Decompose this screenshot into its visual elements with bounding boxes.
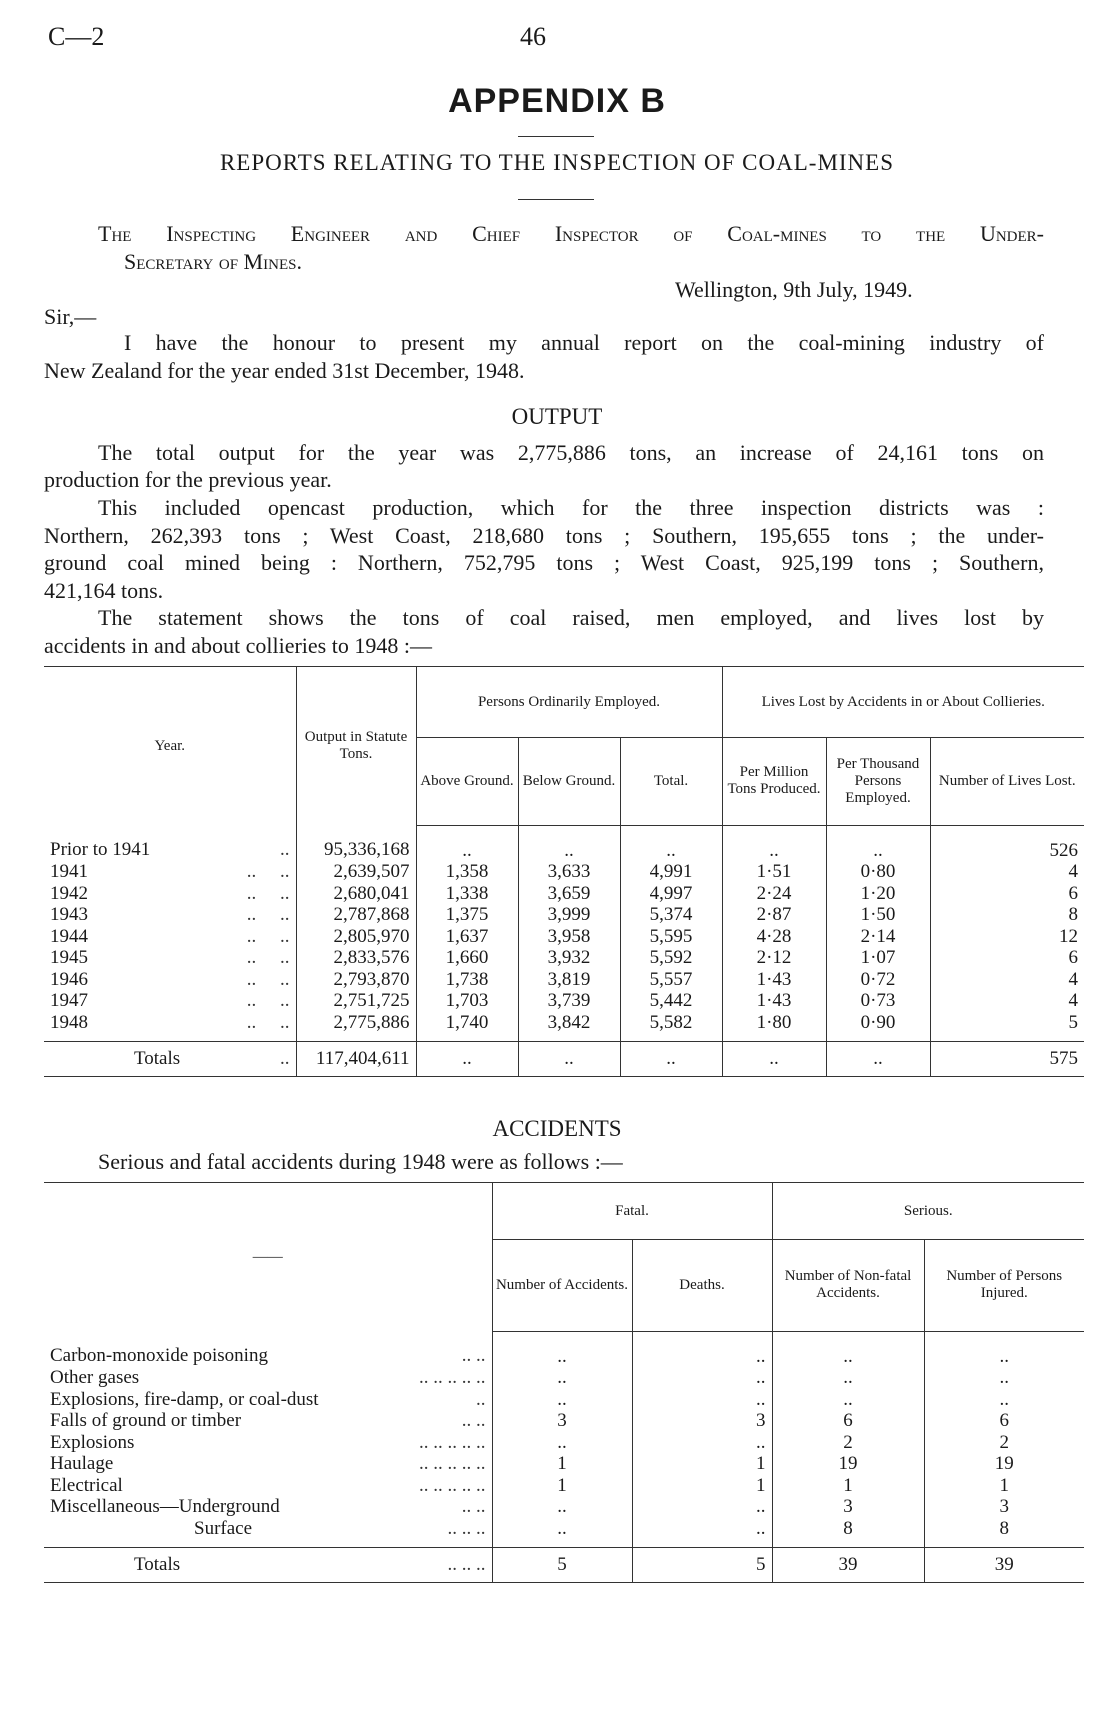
year-cell: 1941	[50, 861, 88, 882]
header-non-fatal-accidents: Number of Non-fatal Accidents.	[772, 1240, 924, 1332]
totals-output: 117,404,611	[296, 1042, 416, 1077]
table-row	[44, 1432, 1084, 1454]
fatal-accidents-cell: 3	[492, 1410, 632, 1432]
totals-above: ..	[416, 1042, 518, 1077]
per-million-cell: 2·24	[722, 883, 826, 905]
deaths-cell: 1	[632, 1475, 772, 1497]
per-million-cell: ..	[722, 825, 826, 861]
table-row	[44, 1496, 1084, 1518]
table-row	[44, 1410, 1084, 1432]
injured-cell: 2	[999, 1431, 1009, 1453]
output-heading: OUTPUT	[511, 404, 603, 429]
fatal-accidents-cell: ..	[492, 1518, 632, 1548]
cause-cell: Carbon-monoxide poisoning	[50, 1345, 268, 1367]
fatal-accidents-cell: ..	[492, 1389, 632, 1411]
table-row	[44, 861, 1084, 883]
per-million-cell: 2·12	[722, 947, 826, 969]
dot-leader: .. ..	[461, 1410, 486, 1431]
page-subtitle: REPORTS RELATING TO THE INSPECTION OF COAL-MINES	[219, 150, 895, 175]
non-fatal-cell: ..	[772, 1331, 924, 1367]
dot-leader: .. .. .. .. ..	[419, 1431, 486, 1453]
year-cell: 1947	[50, 990, 88, 1011]
header-per-million: Per Million Tons Produced.	[722, 738, 826, 826]
totals-below: ..	[518, 1042, 620, 1077]
output-cell: 95,336,168	[296, 825, 416, 861]
fatal-accidents-cell: ..	[492, 1496, 632, 1518]
header-fatal-group: Fatal.	[492, 1183, 772, 1240]
dot-leader: ..	[476, 1388, 486, 1410]
cause-cell: Electrical	[50, 1474, 123, 1496]
lives-cell: 526	[1049, 839, 1078, 861]
cause-cell: Falls of ground or timber	[50, 1410, 242, 1431]
output-cell: 2,639,507	[296, 861, 416, 883]
table-row	[44, 1367, 1084, 1389]
above-cell: 1,375	[416, 904, 518, 926]
cause-cell: Miscellaneous—Underground	[50, 1496, 280, 1517]
accidents-heading: ACCIDENTS	[492, 1116, 622, 1141]
table-row	[44, 1331, 1084, 1367]
totals-fatal-accidents: 5	[492, 1548, 632, 1583]
lives-cell: 5	[1068, 1011, 1078, 1033]
totals-injured: 39	[924, 1548, 1084, 1583]
output-p2-line-2: Northern, 262,393 tons ; West Coast, 218,680 tons ; Southern, 195,655 tons ; the under-	[44, 523, 1044, 548]
output-cell: 2,680,041	[296, 883, 416, 905]
above-cell: 1,740	[416, 1012, 518, 1042]
non-fatal-cell: 1	[772, 1475, 924, 1497]
non-fatal-cell: 3	[772, 1496, 924, 1518]
above-cell: 1,738	[416, 969, 518, 991]
fatal-accidents-cell: 1	[492, 1453, 632, 1475]
header-above-ground: Above Ground.	[416, 738, 518, 826]
output-cell: 2,805,970	[296, 926, 416, 948]
injured-cell: 3	[999, 1496, 1009, 1517]
header-number-of-accidents: Number of Accidents.	[492, 1240, 632, 1332]
year-cell: 1943	[50, 904, 88, 925]
output-cell: 2,787,868	[296, 904, 416, 926]
cause-cell: Explosions, fire-damp, or coal-dust	[50, 1388, 319, 1410]
table-row	[44, 1518, 1084, 1548]
totals-lives: 575	[930, 1042, 1084, 1077]
table-row	[44, 1012, 1084, 1042]
cause-cell: Explosions	[50, 1431, 135, 1453]
dot-leader: .. ..	[246, 925, 290, 947]
header-output: Output in Statute Tons.	[296, 667, 416, 826]
title-rule	[518, 136, 594, 137]
non-fatal-cell: 19	[772, 1453, 924, 1475]
address-line-1: The Inspecting Engineer and Chief Inspector of Coal-mines to the Under-	[98, 221, 1044, 246]
output-cell: 2,833,576	[296, 947, 416, 969]
non-fatal-cell: ..	[772, 1389, 924, 1411]
output-p3-line-1: The statement shows the tons of coal raised, men employed, and lives lost by	[98, 605, 1044, 630]
injured-cell: ..	[999, 1367, 1009, 1388]
per-thousand-cell: ..	[826, 825, 930, 861]
per-thousand-cell: 1·20	[826, 883, 930, 905]
header-serious-group: Serious.	[772, 1183, 1084, 1240]
section-code: C—2	[48, 22, 105, 51]
table-row	[44, 990, 1084, 1012]
below-cell: 3,932	[518, 947, 620, 969]
output-p2-line-4: 421,164 tons.	[44, 578, 164, 603]
deaths-cell: ..	[632, 1432, 772, 1454]
totals-non-fatal: 39	[772, 1548, 924, 1583]
intro-line-1: I have the honour to present my annual report on the coal-mining industry of	[124, 330, 1044, 355]
non-fatal-cell: 6	[772, 1410, 924, 1432]
dot-leader: .. ..	[246, 990, 290, 1011]
fatal-accidents-cell: ..	[492, 1331, 632, 1367]
output-p2-line-3: ground coal mined being : Northern, 752,795 tons ; West Coast, 925,199 tons ; Southern,	[44, 550, 1044, 575]
output-table-body	[44, 825, 1084, 1076]
deaths-cell: ..	[632, 1496, 772, 1518]
totals-row	[44, 1042, 1084, 1077]
dot-leader: .. .. ..	[447, 1554, 486, 1575]
table-row	[44, 926, 1084, 948]
table-row	[44, 1453, 1084, 1475]
per-thousand-cell: 0·90	[826, 1012, 930, 1042]
below-cell: 3,633	[518, 861, 620, 883]
per-thousand-cell: 0·73	[826, 990, 930, 1012]
below-cell: 3,958	[518, 926, 620, 948]
per-million-cell: 1·43	[722, 990, 826, 1012]
per-million-cell: 1·80	[722, 1012, 826, 1042]
table-row	[44, 825, 1084, 861]
totals-label: Totals	[134, 1048, 181, 1069]
total-cell: 5,595	[620, 926, 722, 948]
per-thousand-cell: 0·80	[826, 861, 930, 883]
year-cell: 1948	[50, 1011, 88, 1033]
totals-total: ..	[620, 1042, 722, 1077]
year-cell: 1942	[50, 882, 88, 904]
dateline: Wellington, 9th July, 1949.	[675, 277, 913, 302]
cause-cell: Other gases	[50, 1367, 140, 1388]
dot-leader: .. .. .. .. ..	[419, 1474, 486, 1496]
injured-cell: 8	[999, 1517, 1009, 1539]
per-thousand-cell: 0·72	[826, 969, 930, 991]
accidents-table-body	[44, 1331, 1084, 1582]
injured-cell: ..	[999, 1388, 1009, 1410]
dot-leader: ..	[280, 1048, 290, 1069]
lives-cell: 4	[1068, 968, 1078, 990]
total-cell: 5,374	[620, 904, 722, 926]
year-cell: 1944	[50, 925, 88, 947]
address-line-2: Secretary of Mines.	[124, 249, 302, 274]
page-number: 46	[520, 22, 546, 51]
dot-leader: .. ..	[246, 904, 290, 925]
total-cell: 4,991	[620, 861, 722, 883]
output-table	[44, 666, 1084, 1077]
accidents-table	[44, 1182, 1084, 1583]
injured-cell: 1	[999, 1474, 1009, 1496]
per-million-cell: 1·51	[722, 861, 826, 883]
above-cell: 1,358	[416, 861, 518, 883]
table-row	[44, 883, 1084, 905]
per-million-cell: 2·87	[722, 904, 826, 926]
lives-cell: 6	[1068, 947, 1078, 968]
header-number-lost: Number of Lives Lost.	[930, 738, 1084, 826]
totals-per-thousand: ..	[826, 1042, 930, 1077]
per-thousand-cell: 1·07	[826, 947, 930, 969]
lives-cell: 6	[1068, 882, 1078, 904]
dot-leader: .. .. ..	[447, 1517, 486, 1539]
table-row	[44, 1389, 1084, 1411]
non-fatal-cell: 8	[772, 1518, 924, 1548]
header-persons-group: Persons Ordinarily Employed.	[416, 667, 722, 738]
above-cell: 1,338	[416, 883, 518, 905]
table-row	[44, 904, 1084, 926]
table-row	[44, 947, 1084, 969]
lives-cell: 4	[1068, 861, 1078, 882]
total-cell: ..	[620, 825, 722, 861]
total-cell: 5,592	[620, 947, 722, 969]
deaths-cell: ..	[632, 1367, 772, 1389]
below-cell: ..	[518, 825, 620, 861]
below-cell: 3,842	[518, 1012, 620, 1042]
subtitle-rule	[518, 199, 594, 200]
year-cell: Prior to 1941	[50, 839, 151, 861]
lives-cell: 4	[1068, 990, 1078, 1011]
dot-leader: .. ..	[246, 947, 290, 968]
per-million-cell: 4·28	[722, 926, 826, 948]
per-million-cell: 1·43	[722, 969, 826, 991]
non-fatal-cell: ..	[772, 1367, 924, 1389]
above-cell: ..	[416, 825, 518, 861]
above-cell: 1,637	[416, 926, 518, 948]
totals-deaths: 5	[632, 1548, 772, 1583]
dot-leader: .. ..	[246, 861, 290, 882]
deaths-cell: 3	[632, 1410, 772, 1432]
below-cell: 3,819	[518, 969, 620, 991]
deaths-cell: 1	[632, 1453, 772, 1475]
salutation: Sir,—	[44, 304, 97, 329]
non-fatal-cell: 2	[772, 1432, 924, 1454]
total-cell: 4,997	[620, 883, 722, 905]
year-cell: 1945	[50, 947, 88, 968]
injured-cell: 19	[994, 1453, 1014, 1474]
header-deaths: Deaths.	[632, 1240, 772, 1332]
fatal-accidents-cell: ..	[492, 1432, 632, 1454]
totals-label: Totals	[134, 1554, 181, 1575]
header-blank: ——	[44, 1183, 492, 1332]
injured-cell: 6	[999, 1410, 1009, 1431]
intro-line-2: New Zealand for the year ended 31st December, 1948.	[44, 358, 525, 383]
fatal-accidents-cell: ..	[492, 1367, 632, 1389]
below-cell: 3,999	[518, 904, 620, 926]
above-cell: 1,660	[416, 947, 518, 969]
output-p2-line-1: This included opencast production, which for the three inspection districts was :	[98, 495, 1044, 520]
dot-leader: .. ..	[461, 1345, 486, 1367]
header-persons-injured: Number of Persons Injured.	[924, 1240, 1084, 1332]
total-cell: 5,557	[620, 969, 722, 991]
below-cell: 3,739	[518, 990, 620, 1012]
fatal-accidents-cell: 1	[492, 1475, 632, 1497]
output-cell: 2,775,886	[296, 1012, 416, 1042]
year-cell: 1946	[50, 968, 88, 990]
total-cell: 5,442	[620, 990, 722, 1012]
dot-leader: .. ..	[461, 1496, 486, 1517]
deaths-cell: ..	[632, 1331, 772, 1367]
output-p3-line-2: accidents in and about collieries to 1948 :—	[44, 633, 432, 658]
lives-cell: 8	[1068, 904, 1078, 925]
totals-per-million: ..	[722, 1042, 826, 1077]
header-per-thousand: Per Thousand Persons Employed.	[826, 738, 930, 826]
total-cell: 5,582	[620, 1012, 722, 1042]
below-cell: 3,659	[518, 883, 620, 905]
above-cell: 1,703	[416, 990, 518, 1012]
accidents-intro: Serious and fatal accidents during 1948 were as follows :—	[98, 1149, 623, 1174]
header-year: Year.	[44, 667, 296, 826]
deaths-cell: ..	[632, 1518, 772, 1548]
lives-cell: 12	[1059, 925, 1078, 947]
header-lives-group: Lives Lost by Accidents in or About Collieries.	[722, 667, 1084, 738]
dot-leader: ..	[280, 839, 290, 861]
per-thousand-cell: 2·14	[826, 926, 930, 948]
table-row	[44, 969, 1084, 991]
table-row	[44, 1475, 1084, 1497]
output-cell: 2,793,870	[296, 969, 416, 991]
output-p1-line-1: The total output for the year was 2,775,886 tons, an increase of 24,161 tons on	[98, 440, 1044, 465]
cause-cell: Haulage	[50, 1453, 114, 1474]
deaths-cell: ..	[632, 1389, 772, 1411]
dot-leader: .. ..	[246, 968, 290, 990]
cause-cell: Surface	[194, 1517, 253, 1539]
per-thousand-cell: 1·50	[826, 904, 930, 926]
output-p1-line-2: production for the previous year.	[44, 467, 332, 492]
dot-leader: .. .. .. .. ..	[419, 1367, 486, 1388]
header-total: Total.	[620, 738, 722, 826]
dot-leader: .. .. .. .. ..	[419, 1453, 486, 1474]
dot-leader: .. ..	[246, 1011, 290, 1033]
injured-cell: ..	[999, 1345, 1009, 1367]
totals-row	[44, 1548, 1084, 1583]
dot-leader: .. ..	[246, 882, 290, 904]
output-cell: 2,751,725	[296, 990, 416, 1012]
header-below-ground: Below Ground.	[518, 738, 620, 826]
page-title: APPENDIX B	[448, 82, 666, 120]
